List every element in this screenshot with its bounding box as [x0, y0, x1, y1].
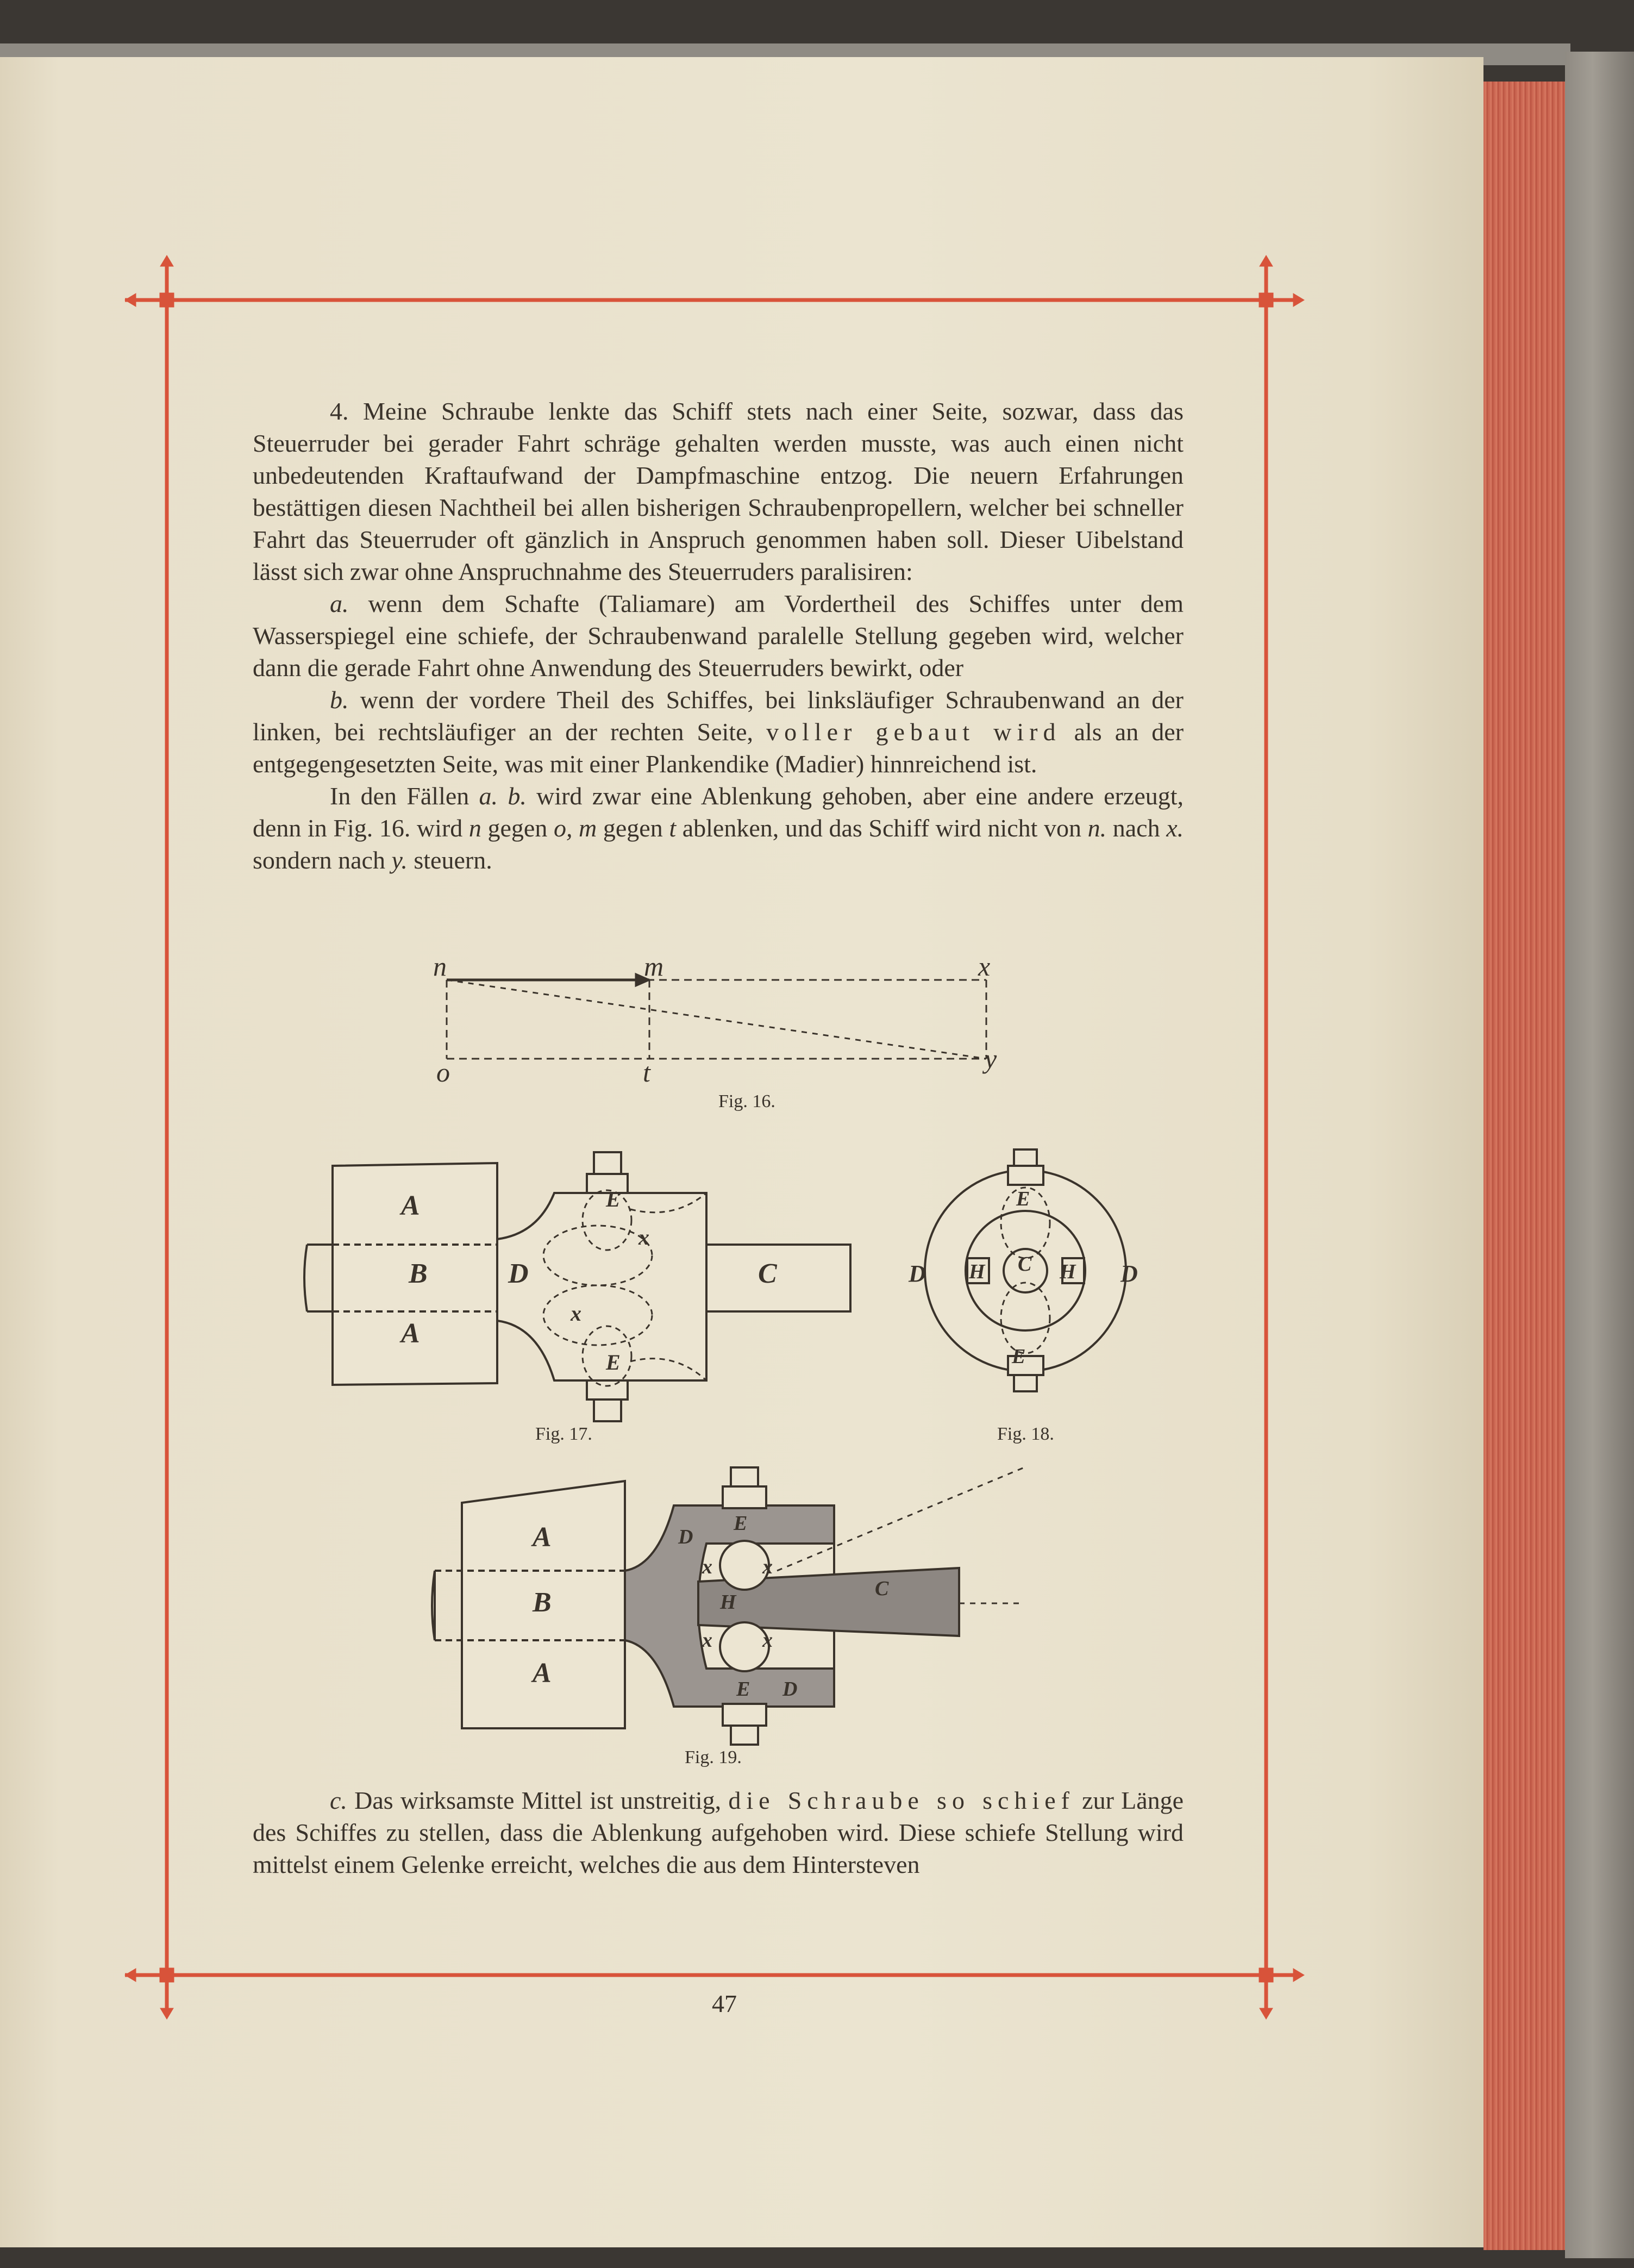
fig19-label-A-bottom: A [533, 1658, 552, 1689]
paragraph-2-text: wenn dem Schafte (Taliamare) am Vordertheil des Schiffes unter dem Wasserspiegel eine schiefe, der Schraubenwand paralelle Stellung gegeben wird, welcher dann die gerade Fahrt ohne Anwendung des Steuerruders bewirkt, oder [253, 590, 1184, 682]
fig18-label-C: C [1018, 1253, 1032, 1276]
fig16-caption: Fig. 16. [718, 1091, 775, 1111]
paragraph-5-text-a: Das wirksamste Mittel ist unstreitig, [354, 1786, 722, 1814]
fig17-label-B: B [409, 1258, 428, 1289]
fig17-label-x-top: x [638, 1225, 649, 1249]
p4-text: sondern nach [253, 846, 385, 874]
figure-16 [447, 974, 986, 1059]
spaced-emphasis: voller gebaut wird [766, 718, 1061, 746]
paragraph-3-text-a: wenn der vordere Theil des Schiffes, bei linksläufiger Schraubenwand an der linken, bei rechtsläufiger an der rechten Seite, [253, 686, 1184, 746]
p4-italic: n. [1087, 814, 1107, 842]
fig19-label-H: H [720, 1591, 736, 1614]
fig18-label-E-bottom: E [1012, 1345, 1026, 1368]
item-marker: c. [330, 1786, 347, 1814]
fig17-label-C: C [758, 1258, 777, 1289]
p4-text: gegen [603, 814, 663, 842]
fig17-label-A-top: A [401, 1190, 420, 1221]
p4-italic: a. b. [479, 782, 527, 810]
p4-text: In den Fällen [330, 782, 469, 810]
fig19-label-D-top: D [678, 1526, 693, 1548]
p4-text: wird zwar eine Ablenkung gehoben, aber eine andere erzeugt, denn in Fig. 16. wird [253, 782, 1184, 842]
fig16-label-t: t [643, 1057, 650, 1088]
paragraph-1: 4. Meine Schraube lenkte das Schiff stets nach einer Seite, sozwar, dass das Steuerruder bei gerader Fahrt schräge gehalten werden musste, was auch einen nicht unbedeutenden Kraftaufwand der Dampfmaschine entzog. Die neuern Erfahrungen bestättigen diesen Nachtheil bei allen bisherigen Schraubenpropellern, welcher bei schneller Fahrt das Steuerruder oft gänzlich in Anspruch genommen haben soll. Dieser Uibelstand lässt sich zwar ohne Anspruchnahme des Steuerruders paralisiren: [253, 397, 1184, 585]
p4-italic: y. [391, 846, 408, 874]
fig19-caption: Fig. 19. [685, 1747, 742, 1767]
fig18-caption: Fig. 18. [997, 1424, 1054, 1444]
p4-italic: x. [1166, 814, 1184, 842]
fig19-label-C: C [875, 1577, 889, 1600]
p4-italic: n [468, 814, 481, 842]
fig19-label-B: B [533, 1587, 552, 1618]
fig16-label-n: n [433, 951, 447, 982]
text-block-bottom [253, 1784, 1184, 1880]
fig19-label-E-top: E [734, 1512, 748, 1535]
p4-text: steuern. [414, 846, 492, 874]
fig19-label-x: x [702, 1629, 712, 1652]
fig19-label-E-bottom: E [736, 1678, 750, 1701]
fig18-label-H-left: H [969, 1260, 985, 1283]
page-number: 47 [712, 1990, 737, 2017]
paragraph-5 [253, 1784, 1184, 1880]
fig16-label-m: m [644, 951, 664, 982]
spaced-emphasis: die Schraube so schief [728, 1786, 1075, 1814]
p4-italic: o, [553, 814, 573, 842]
fig16-label-o: o [436, 1057, 450, 1088]
p4-italic: t [669, 814, 677, 842]
fig18-label-H-right: H [1060, 1260, 1076, 1283]
item-marker: b. [330, 686, 349, 714]
fig17-caption: Fig. 17. [535, 1424, 592, 1444]
p4-text: ablenken, und das Schiff wird nicht von [682, 814, 1082, 842]
fig19-label-x: x [762, 1629, 773, 1652]
fig17-label-E-bottom: E [606, 1350, 621, 1374]
fig17-label-x-bottom: x [571, 1301, 581, 1326]
p4-italic: m [579, 814, 597, 842]
fig16-label-x: x [978, 951, 991, 982]
p4-text: gegen [487, 814, 548, 842]
fig19-label-x: x [702, 1555, 712, 1578]
item-marker: a. [330, 590, 349, 617]
fig19-label-x: x [762, 1555, 773, 1578]
paragraph-3-text-b: als an der entgegengesetzten Seite, was mit einer Plankendike (Madier) hinnreichend ist. [253, 718, 1184, 778]
fig17-label-A-bottom: A [401, 1318, 420, 1349]
fig17-label-E-top: E [606, 1187, 621, 1211]
fig19-label-A-top: A [533, 1522, 552, 1553]
fig16-label-y: y [985, 1044, 997, 1074]
fig19-label-D-bottom: D [782, 1678, 798, 1701]
paragraph-5-text-b: zur Länge des Schiffes zu stellen, dass die Ablenkung aufgehoben wird. Diese schiefe Stellung wird mittelst einem Gelenke erreicht, welches die aus dem Hintersteven [253, 1786, 1184, 1878]
fig18-label-D-right: D [1120, 1260, 1138, 1287]
fig17-label-D: D [508, 1258, 529, 1289]
fig18-label-E-top: E [1016, 1188, 1030, 1210]
fig18-label-D-left: D [909, 1260, 926, 1287]
p4-text: nach [1112, 814, 1160, 842]
